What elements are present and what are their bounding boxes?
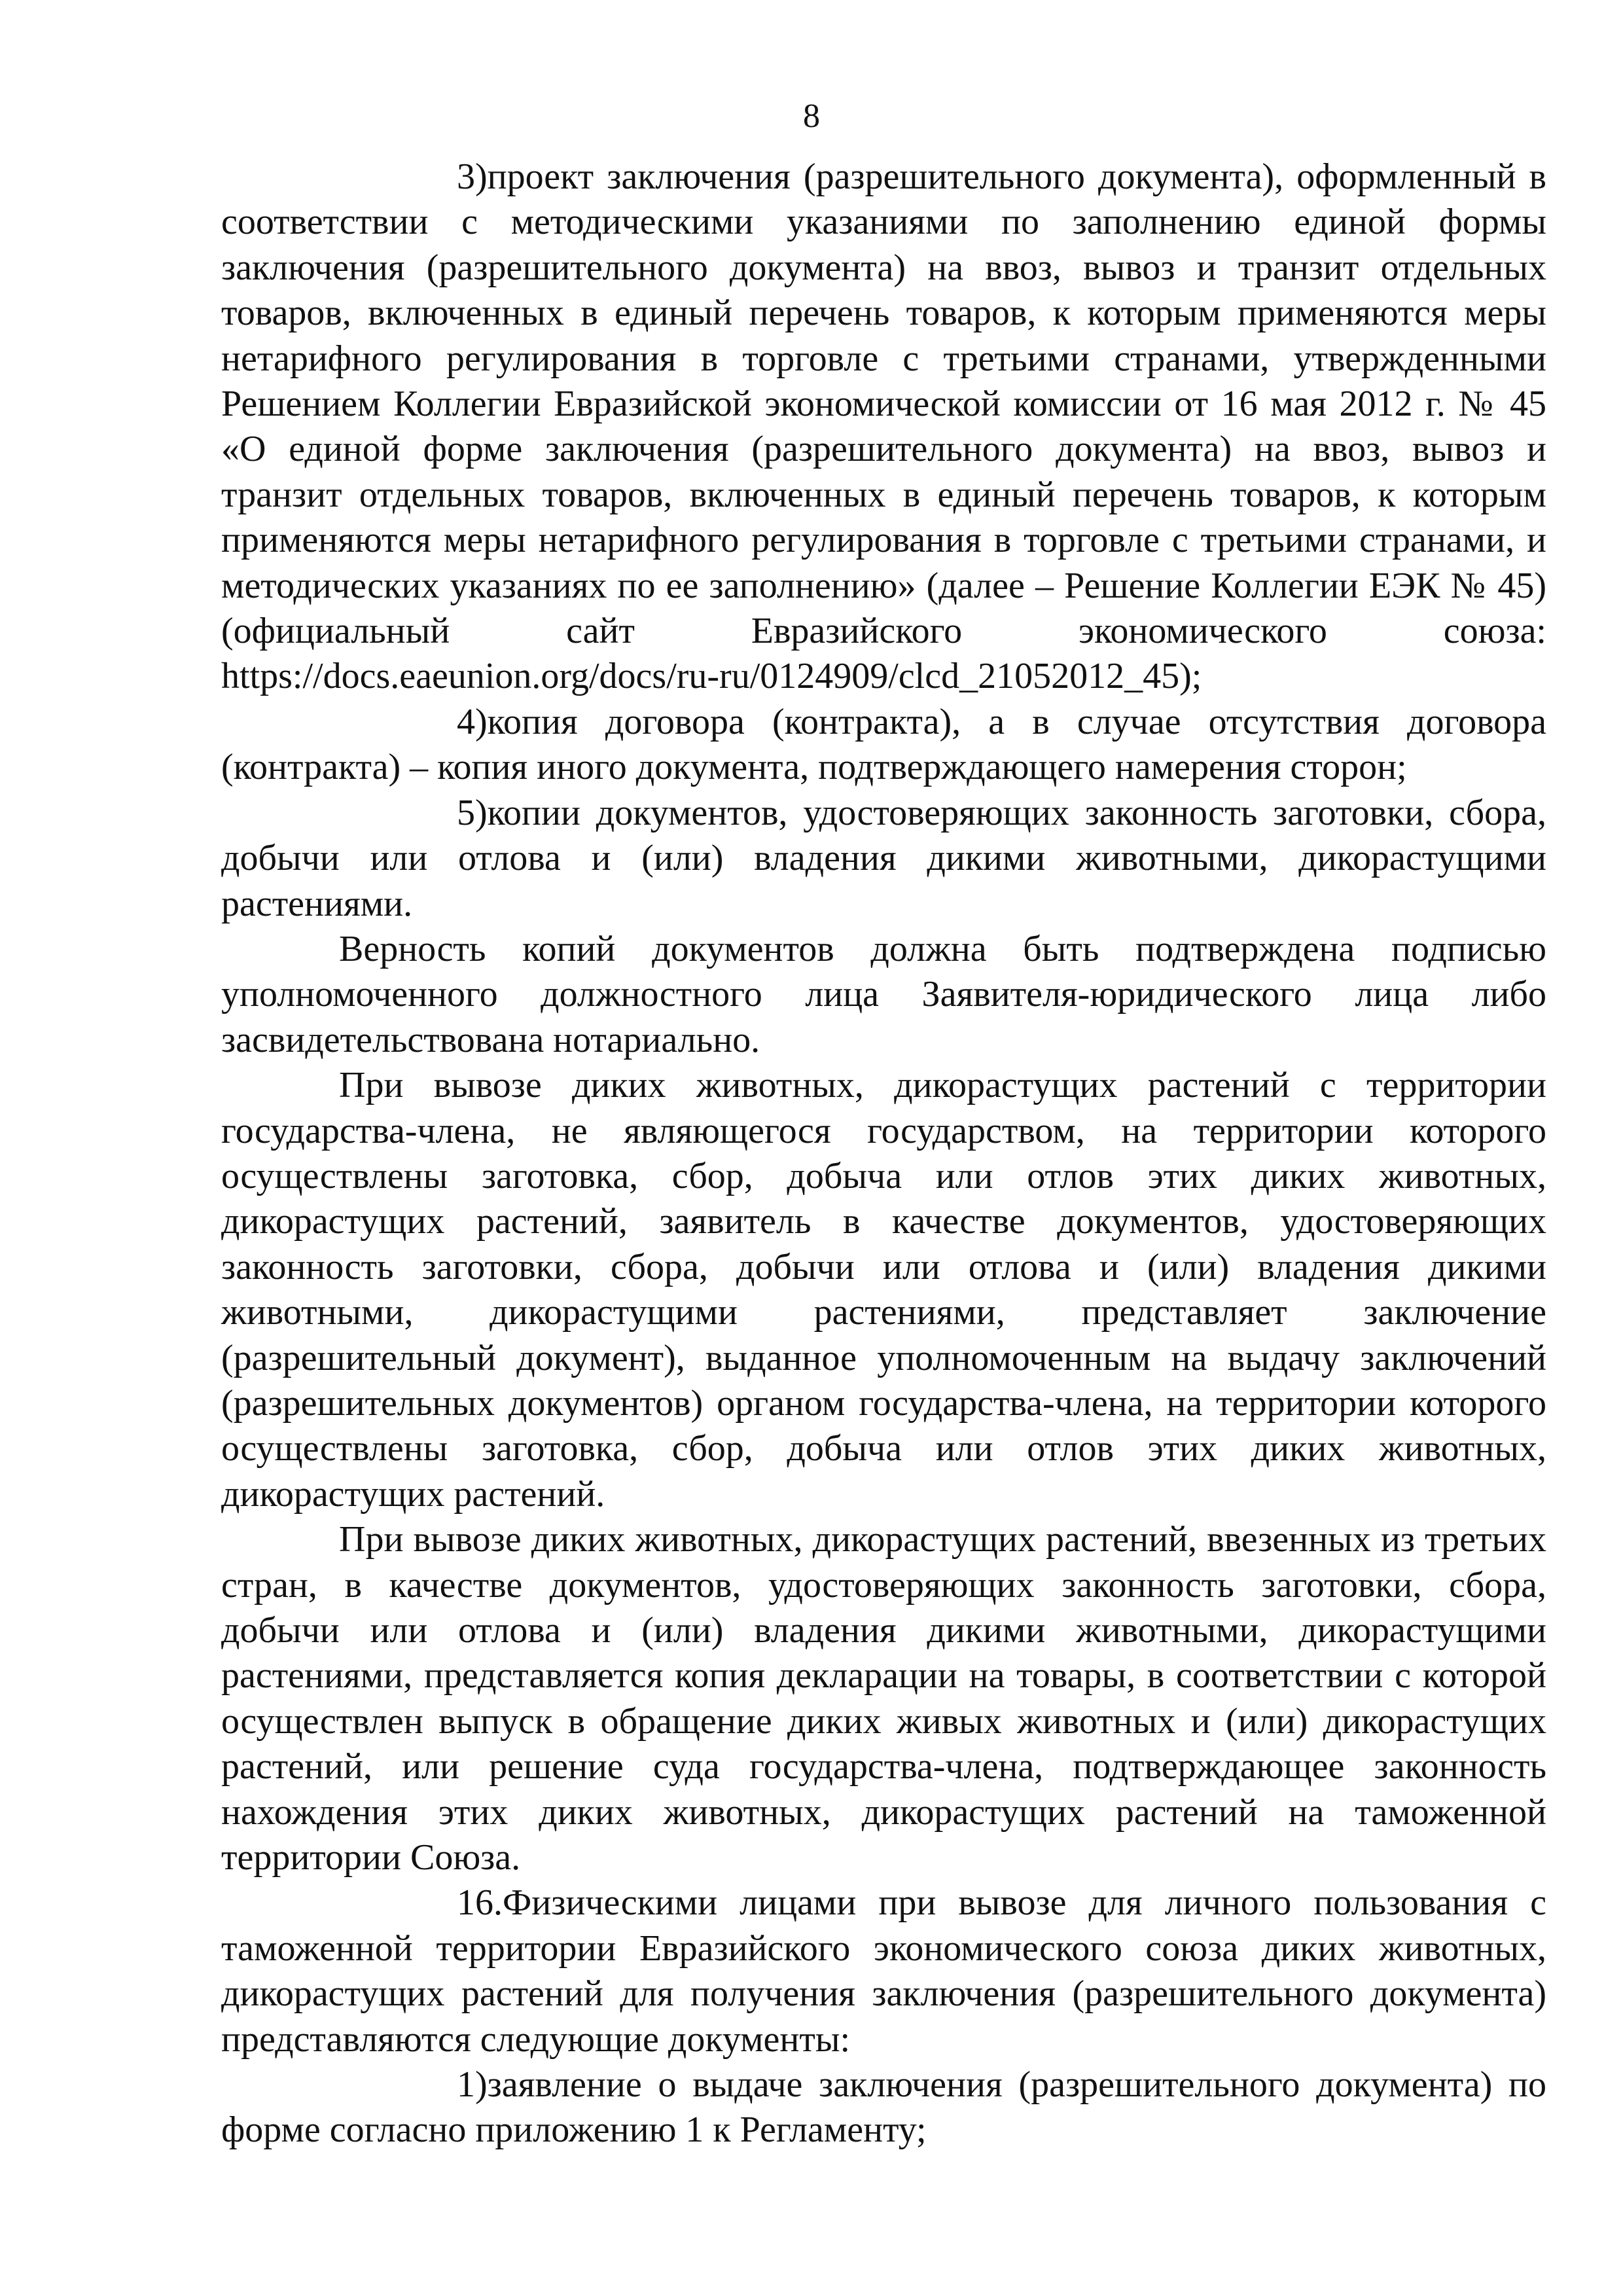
- page-number: 8: [803, 98, 820, 135]
- document-body: [221, 154, 1546, 2153]
- paragraph-export-from-member-state: [221, 1063, 1546, 1517]
- paragraph-text: При вывозе диких животных, дикорастущих растений с территории государства-члена, не являющегося государством, на территории которого осуществлены заготовка, сбор, добыча или отлов этих диких животных, дикорастущих растений, заявитель в качестве документов, удостоверяющих законность заготовки, сбора, добычи или отлова и (или) владения дикими животными, дикорастущими растениями, представляет заключение (разрешительный документ), выданное уполномоченным на выдачу заключений (разрешительных документов) органом государства-члена, на территории которого осуществлены заготовка, сбор, добыча или отлов этих диких животных, дикорастущих растений.: [221, 1065, 1546, 1515]
- paragraph-text: заявление о выдаче заключения (разрешительного документа) по форме согласно приложению 1 к Регламенту;: [221, 2064, 1546, 2151]
- paragraph-section-16: [221, 1880, 1546, 2062]
- paragraph-text: При вывозе диких животных, дикорастущих растений, ввезенных из третьих стран, в качестве документов, удостоверяющих законность заготовки, сбора, добычи или отлова и (или) владения дикими животными, дикорастущими растениями, представляется копия декларации на товары, в соответствии с которой осуществлен выпуск в обращение диких живых животных и (или) дикорастущих растений, или решение суда государства-члена, подтверждающее законность нахождения этих диких животных, дикорастущих растений на таможенной территории Союза.: [221, 1519, 1546, 1878]
- paragraph-export-from-third-countries: [221, 1517, 1546, 1880]
- item-number: 4): [457, 701, 488, 742]
- paragraph-text: копии документов, удостоверяющих законность заготовки, сбора, добычи или отлова и (или) владения дикими животными, дикорастущими растениями.: [221, 792, 1546, 924]
- item-number: 5): [457, 792, 488, 833]
- paragraph-text: проект заключения (разрешительного документа), оформленный в соответствии с методическими указаниями по заполнению единой формы заключения (разрешительного документа) на ввоз, вывоз и транзит отдельных товаров, включенных в единый перечень товаров, к которым применяются меры нетарифного регулирования в торговле с третьими странами, утвержденными Решением Коллегии Евразийской экономической комиссии от 16 мая 2012 г. № 45 «О единой форме заключения (разрешительного документа) на ввоз, вывоз и транзит отдельных товаров, включенных в единый перечень товаров, к которым применяются меры нетарифного регулирования в торговле с третьими странами, и методических указаниях по ее заполнению» (далее – Решение Коллегии ЕЭК № 45) (официальный сайт Евразийского экономического союза: https://docs.eaeunion.org/docs/ru-ru/0124909/clcd_21052012_45);: [221, 156, 1546, 697]
- paragraph-text: Физическими лицами при вывозе для личного пользования с таможенной территории Евразийского экономического союза диких животных, дикорастущих растений для получения заключения (разрешительного документа) представляются следующие документы:: [221, 1882, 1546, 2060]
- item-number: 1): [457, 2064, 488, 2106]
- paragraph-item-3: [221, 154, 1546, 700]
- paragraph-item-5: [221, 791, 1546, 927]
- paragraph-item-4: [221, 700, 1546, 791]
- paragraph-text: копия договора (контракта), а в случае отсутствия договора (контракта) – копия иного документа, подтверждающего намерения сторон;: [221, 701, 1546, 788]
- item-number: 3): [457, 156, 488, 197]
- paragraph-copies-verification: [221, 927, 1546, 1063]
- section-number: 16.: [457, 1882, 503, 1924]
- paragraph-text: Верность копий документов должна быть подтверждена подписью уполномоченного должностного лица Заявителя-юридического лица либо засвидетельствована нотариально.: [221, 928, 1546, 1060]
- paragraph-item-1: [221, 2062, 1546, 2153]
